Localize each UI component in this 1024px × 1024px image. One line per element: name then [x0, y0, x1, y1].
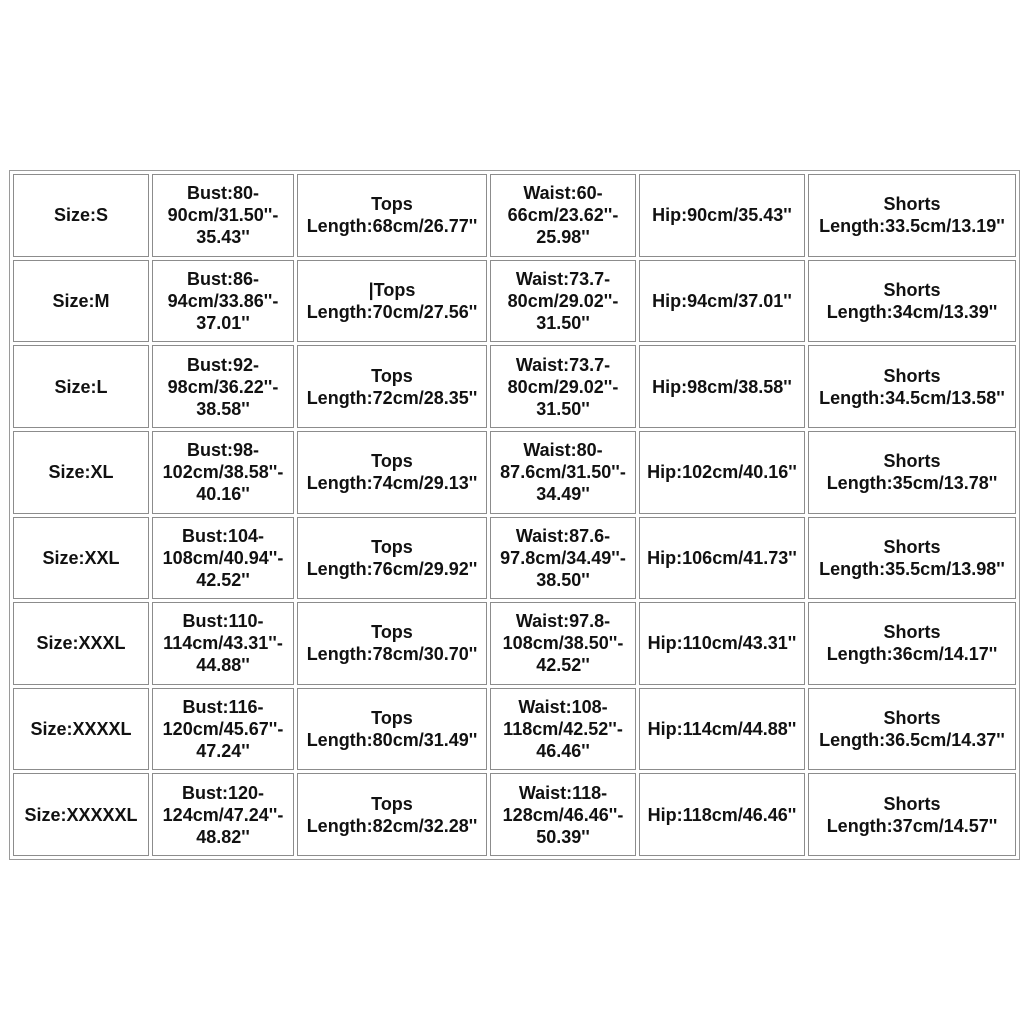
- size-cell: Size:XL: [13, 431, 149, 514]
- tops-length-cell: Tops Length:78cm/30.70'': [297, 602, 487, 685]
- shorts-length-cell: Shorts Length:37cm/14.57'': [808, 773, 1016, 856]
- bust-cell: Bust:92- 98cm/36.22''- 38.58'': [152, 345, 294, 428]
- hip-cell: Hip:114cm/44.88'': [639, 688, 805, 771]
- tops-length-cell: Tops Length:80cm/31.49'': [297, 688, 487, 771]
- waist-cell: Waist:80- 87.6cm/31.50''- 34.49'': [490, 431, 636, 514]
- shorts-length-cell: Shorts Length:34cm/13.39'': [808, 260, 1016, 343]
- size-row: [13, 260, 1016, 343]
- size-row: [13, 688, 1016, 771]
- shorts-length-cell: Shorts Length:36cm/14.17'': [808, 602, 1016, 685]
- waist-cell: Waist:73.7- 80cm/29.02''- 31.50'': [490, 345, 636, 428]
- waist-cell: Waist:108- 118cm/42.52''- 46.46'': [490, 688, 636, 771]
- shorts-length-cell: Shorts Length:35cm/13.78'': [808, 431, 1016, 514]
- size-chart-table: [9, 170, 1020, 860]
- size-cell: Size:XXXXXL: [13, 773, 149, 856]
- size-cell: Size:S: [13, 174, 149, 257]
- size-row: [13, 773, 1016, 856]
- size-chart-body: [13, 174, 1016, 856]
- waist-cell: Waist:60- 66cm/23.62''- 25.98'': [490, 174, 636, 257]
- hip-cell: Hip:118cm/46.46'': [639, 773, 805, 856]
- tops-length-cell: Tops Length:72cm/28.35'': [297, 345, 487, 428]
- size-cell: Size:M: [13, 260, 149, 343]
- waist-cell: Waist:73.7- 80cm/29.02''- 31.50'': [490, 260, 636, 343]
- waist-cell: Waist:118- 128cm/46.46''- 50.39'': [490, 773, 636, 856]
- tops-length-cell: Tops Length:76cm/29.92'': [297, 517, 487, 600]
- hip-cell: Hip:90cm/35.43'': [639, 174, 805, 257]
- bust-cell: Bust:104- 108cm/40.94''- 42.52'': [152, 517, 294, 600]
- bust-cell: Bust:80- 90cm/31.50''- 35.43'': [152, 174, 294, 257]
- size-cell: Size:XXXXL: [13, 688, 149, 771]
- bust-cell: Bust:110- 114cm/43.31''- 44.88'': [152, 602, 294, 685]
- hip-cell: Hip:110cm/43.31'': [639, 602, 805, 685]
- bust-cell: Bust:120- 124cm/47.24''- 48.82'': [152, 773, 294, 856]
- shorts-length-cell: Shorts Length:36.5cm/14.37'': [808, 688, 1016, 771]
- hip-cell: Hip:94cm/37.01'': [639, 260, 805, 343]
- hip-cell: Hip:106cm/41.73'': [639, 517, 805, 600]
- shorts-length-cell: Shorts Length:33.5cm/13.19'': [808, 174, 1016, 257]
- shorts-length-cell: Shorts Length:35.5cm/13.98'': [808, 517, 1016, 600]
- size-cell: Size:L: [13, 345, 149, 428]
- tops-length-cell: Tops Length:82cm/32.28'': [297, 773, 487, 856]
- hip-cell: Hip:98cm/38.58'': [639, 345, 805, 428]
- waist-cell: Waist:87.6- 97.8cm/34.49''- 38.50'': [490, 517, 636, 600]
- shorts-length-cell: Shorts Length:34.5cm/13.58'': [808, 345, 1016, 428]
- bust-cell: Bust:98- 102cm/38.58''- 40.16'': [152, 431, 294, 514]
- tops-length-cell: Tops Length:68cm/26.77'': [297, 174, 487, 257]
- bust-cell: Bust:86- 94cm/33.86''- 37.01'': [152, 260, 294, 343]
- size-row: [13, 602, 1016, 685]
- size-row: [13, 345, 1016, 428]
- tops-length-cell: |Tops Length:70cm/27.56'': [297, 260, 487, 343]
- size-row: [13, 517, 1016, 600]
- hip-cell: Hip:102cm/40.16'': [639, 431, 805, 514]
- size-row: [13, 431, 1016, 514]
- tops-length-cell: Tops Length:74cm/29.13'': [297, 431, 487, 514]
- size-cell: Size:XXL: [13, 517, 149, 600]
- bust-cell: Bust:116- 120cm/45.67''- 47.24'': [152, 688, 294, 771]
- size-cell: Size:XXXL: [13, 602, 149, 685]
- waist-cell: Waist:97.8- 108cm/38.50''- 42.52'': [490, 602, 636, 685]
- size-row: [13, 174, 1016, 257]
